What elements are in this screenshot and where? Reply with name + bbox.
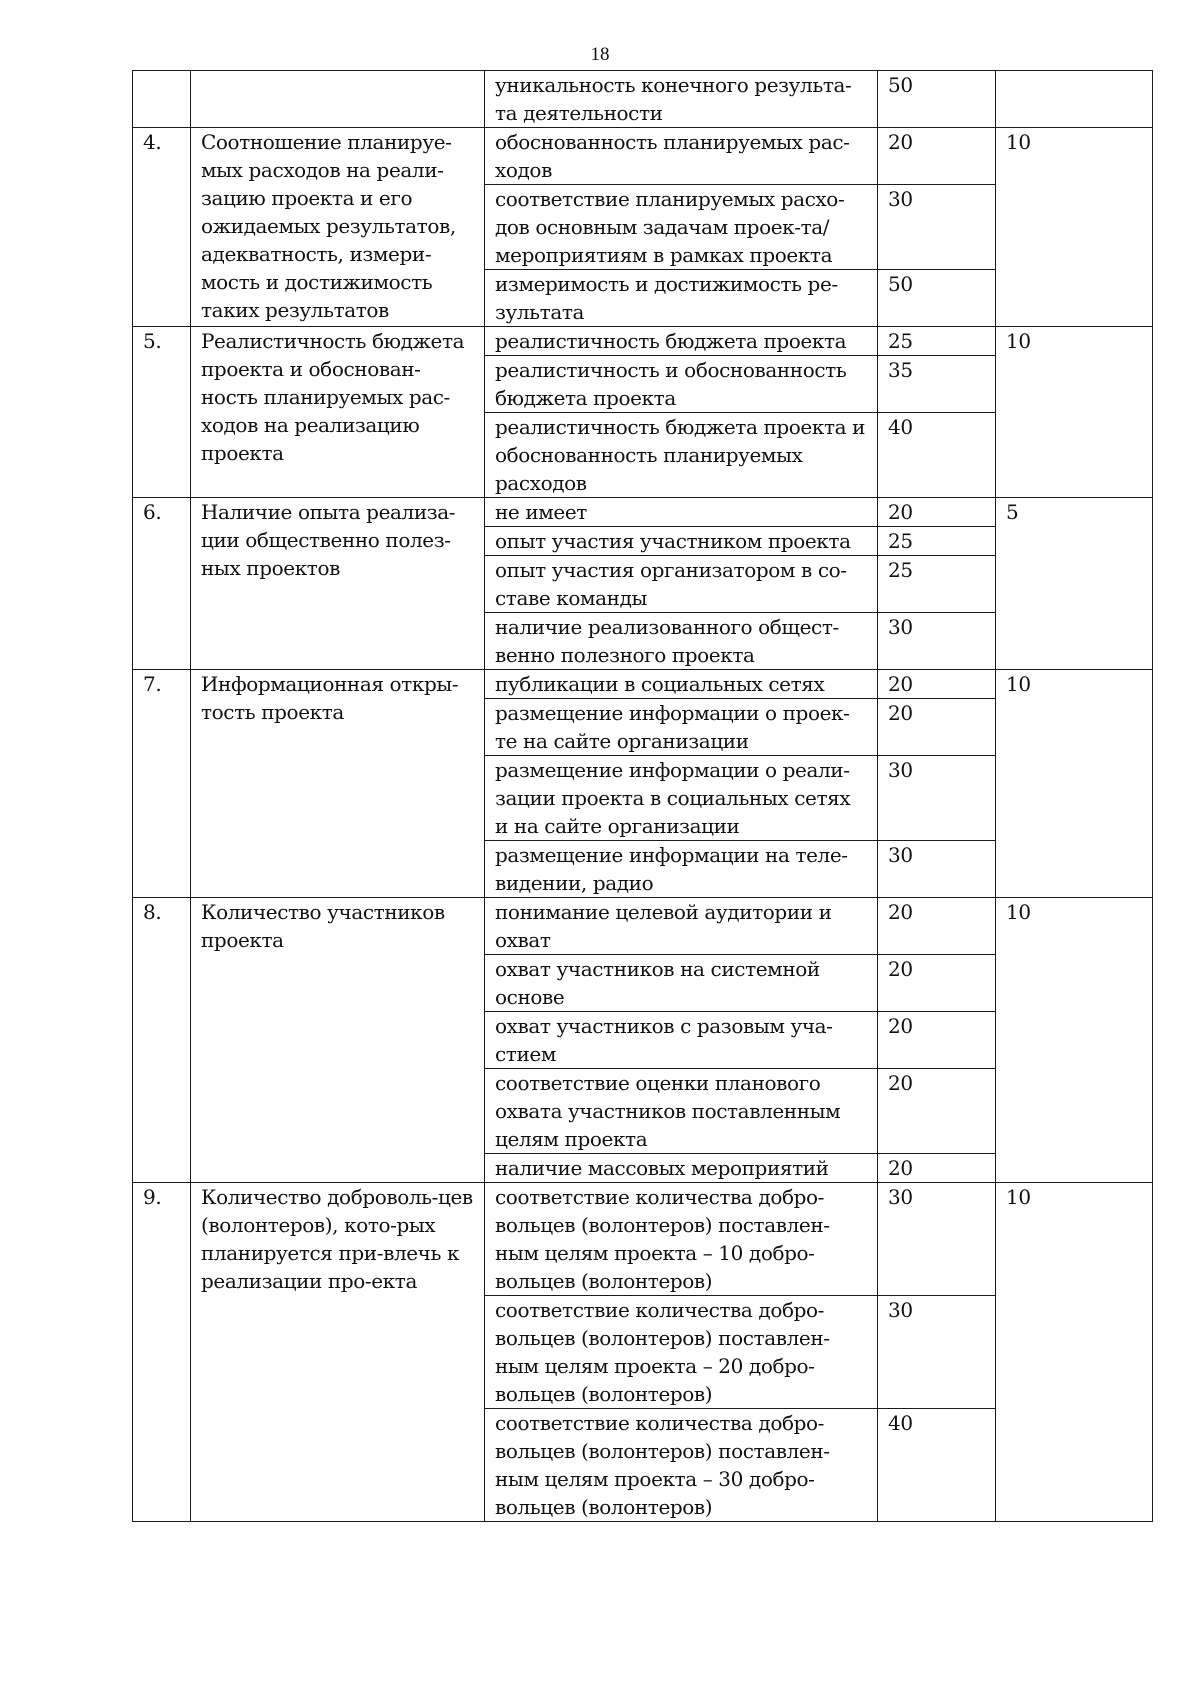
indicator-description: уникальность конечного результа-та деятельности	[485, 71, 878, 128]
indicator-score: 20	[878, 670, 996, 699]
criteria-table	[132, 70, 1153, 1522]
indicator-description: обоснованность планируемых рас-ходов	[485, 128, 878, 185]
criteria-table-body	[133, 71, 1153, 1522]
indicator-description: размещение информации на теле-видении, радио	[485, 841, 878, 898]
indicator-description: не имеет	[485, 498, 878, 527]
indicator-score: 30	[878, 841, 996, 898]
indicator-score: 40	[878, 413, 996, 498]
criterion-weight: 10	[996, 670, 1153, 898]
criterion-number: 4.	[133, 128, 191, 327]
indicator-description: опыт участия организатором в со-ставе команды	[485, 556, 878, 613]
criterion-row	[133, 498, 1153, 527]
criterion-weight: 10	[996, 327, 1153, 498]
criterion-name: Информационная откры-тость проекта	[191, 670, 485, 898]
indicator-score: 50	[878, 270, 996, 327]
indicator-description: охват участников с разовым уча-стием	[485, 1012, 878, 1069]
indicator-score: 20	[878, 1012, 996, 1069]
indicator-description: соответствие оценки планового охвата участников поставленным целям проекта	[485, 1069, 878, 1154]
indicator-description: реалистичность и обоснованность бюджета проекта	[485, 356, 878, 413]
indicator-description: соответствие количества добро-вольцев (волонтеров) поставлен-ным целям проекта – 30 добро-вольцев (волонтеров)	[485, 1409, 878, 1522]
indicator-score: 50	[878, 71, 996, 128]
criterion-row	[133, 327, 1153, 356]
indicator-score: 25	[878, 556, 996, 613]
indicator-score: 30	[878, 613, 996, 670]
indicator-score: 25	[878, 327, 996, 356]
criterion-name: Количество доброволь-цев (волонтеров), кото-рых планируется при-влечь к реализации про-екта	[191, 1183, 485, 1522]
criterion-number: 8.	[133, 898, 191, 1183]
indicator-description: опыт участия участником проекта	[485, 527, 878, 556]
criterion-weight	[996, 71, 1153, 128]
indicator-description: размещение информации о проек-те на сайте организации	[485, 699, 878, 756]
indicator-score: 20	[878, 1069, 996, 1154]
indicator-description: соответствие планируемых расхо-дов основным задачам проек-та/мероприятиям в рамках проекта	[485, 185, 878, 270]
indicator-score: 35	[878, 356, 996, 413]
criterion-weight: 5	[996, 498, 1153, 670]
indicator-score: 25	[878, 527, 996, 556]
criterion-name: Количество участников проекта	[191, 898, 485, 1183]
indicator-score: 20	[878, 955, 996, 1012]
indicator-score: 30	[878, 1296, 996, 1409]
indicator-description: соответствие количества добро-вольцев (волонтеров) поставлен-ным целям проекта – 20 добро-вольцев (волонтеров)	[485, 1296, 878, 1409]
criterion-row	[133, 1183, 1153, 1296]
indicator-score: 30	[878, 185, 996, 270]
criterion-name: Соотношение планируе-мых расходов на реали-зацию проекта и его ожидаемых результатов, адекватность, измери-мость и достижимость таких результатов	[191, 128, 485, 327]
indicator-description: публикации в социальных сетях	[485, 670, 878, 699]
indicator-description: наличие массовых мероприятий	[485, 1154, 878, 1183]
criterion-number: 7.	[133, 670, 191, 898]
indicator-score: 20	[878, 498, 996, 527]
indicator-description: понимание целевой аудитории и охват	[485, 898, 878, 955]
criterion-row	[133, 898, 1153, 955]
indicator-score: 20	[878, 128, 996, 185]
indicator-description: реалистичность бюджета проекта и обоснованность планируемых расходов	[485, 413, 878, 498]
criterion-number: 9.	[133, 1183, 191, 1522]
criterion-number	[133, 71, 191, 128]
criterion-row	[133, 670, 1153, 699]
indicator-description: размещение информации о реали-зации проекта в социальных сетях и на сайте организации	[485, 756, 878, 841]
criterion-weight: 10	[996, 128, 1153, 327]
criterion-number: 5.	[133, 327, 191, 498]
indicator-description: реалистичность бюджета проекта	[485, 327, 878, 356]
criterion-name: Реалистичность бюджета проекта и обоснован-ность планируемых рас-ходов на реализацию проекта	[191, 327, 485, 498]
criterion-weight: 10	[996, 898, 1153, 1183]
criterion-weight: 10	[996, 1183, 1153, 1522]
indicator-score: 20	[878, 898, 996, 955]
indicator-score: 20	[878, 1154, 996, 1183]
criterion-row	[133, 128, 1153, 185]
indicator-score: 30	[878, 1183, 996, 1296]
criterion-name	[191, 71, 485, 128]
indicator-description: охват участников на системной основе	[485, 955, 878, 1012]
indicator-score: 30	[878, 756, 996, 841]
indicator-score: 20	[878, 699, 996, 756]
page-number: 18	[590, 44, 610, 65]
indicator-description: наличие реализованного общест-венно полезного проекта	[485, 613, 878, 670]
indicator-score: 40	[878, 1409, 996, 1522]
criterion-row	[133, 71, 1153, 128]
criterion-number: 6.	[133, 498, 191, 670]
criterion-name: Наличие опыта реализа-ции общественно полез-ных проектов	[191, 498, 485, 670]
indicator-description: соответствие количества добро-вольцев (волонтеров) поставлен-ным целям проекта – 10 добро-вольцев (волонтеров)	[485, 1183, 878, 1296]
indicator-description: измеримость и достижимость ре-зультата	[485, 270, 878, 327]
